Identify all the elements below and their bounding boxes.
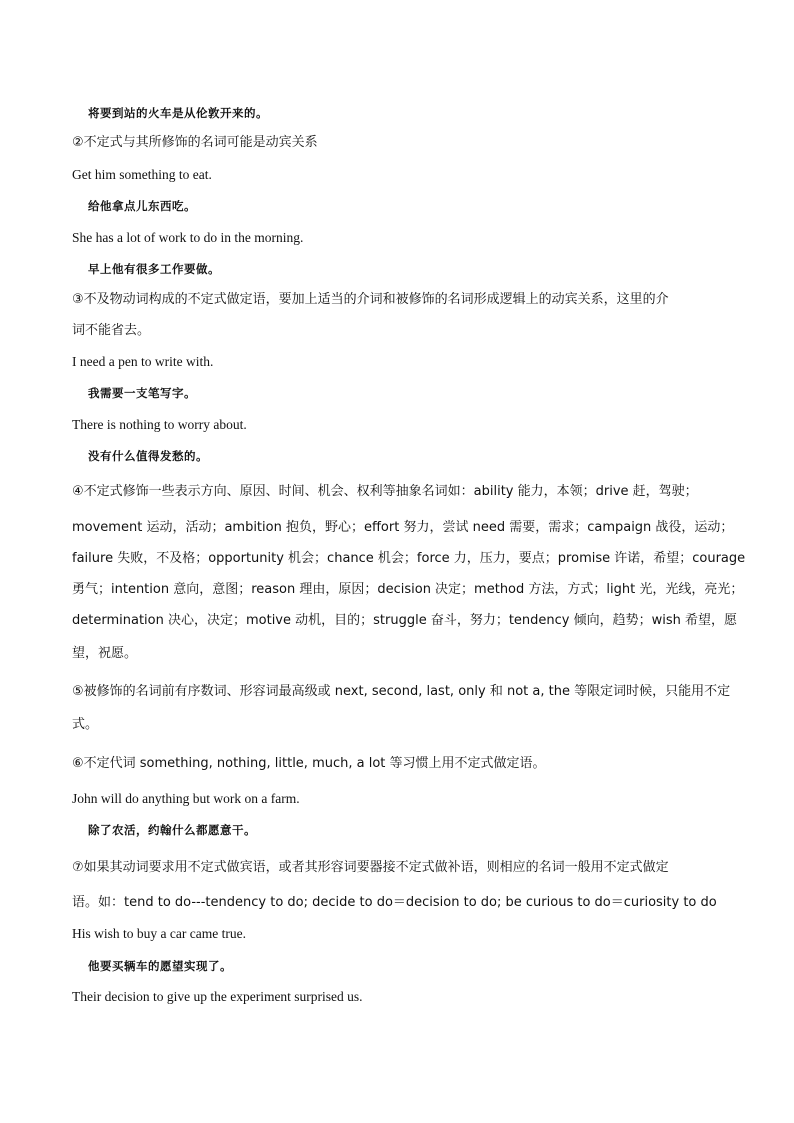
example-sentence: Their decision to give up the experiment surprised us. (72, 989, 363, 1004)
example-sentence: Get him something to eat. (72, 167, 212, 182)
translation-line: 没有什么值得发愁的。 (88, 449, 208, 463)
example-sentence: His wish to buy a car came true. (72, 926, 246, 941)
rule-heading-7: ⑦如果其动词要求用不定式做宾语，或者其形容词要器接不定式做补语，则相应的名词一般用不定式做定 (72, 860, 669, 875)
rule-heading-7-cont: 语。如：tend to do---tendency to do; decide to do＝decision to do; be curious to do＝curiosity to do (72, 895, 717, 910)
rule-body-4: movement 运动，活动；ambition 抱负，野心；effort 努力，尝试 need 需要，需求；campaign 战役，运动； (72, 520, 734, 535)
rule-heading-2: ②不定式与其所修饰的名词可能是动宾关系 (72, 135, 318, 150)
rule-heading-3: ③不及物动词构成的不定式做定语，要加上适当的介词和被修饰的名词形成逻辑上的动宾关系，这里的介 (72, 292, 669, 307)
rule-heading-3-cont: 词不能省去。 (72, 323, 151, 338)
translation-line: 我需要一支笔写字。 (88, 386, 196, 400)
rule-heading-4: ④不定式修饰一些表示方向、原因、时间、机会、权利等抽象名词如：ability 能力，本领；drive 赶，驾驶； (72, 484, 698, 499)
rule-heading-5: ⑤被修饰的名词前有序数词、形容词最高级或 next, second, last, only 和 not a, the 等限定词时候，只能用不定 (72, 684, 731, 699)
rule-heading-5-cont: 式。 (72, 717, 99, 732)
translation-line: 给他拿点儿东西吃。 (88, 199, 196, 213)
rule-body-4: failure 失败，不及格；opportunity 机会；chance 机会；force 力，压力，要点；promise 许诺，希望；courage (72, 551, 746, 566)
rule-body-4: 勇气；intention 意向，意图；reason 理由，原因；decision 决定；method 方法，方式；light 光，光线，亮光； (72, 582, 744, 597)
rule-heading-6: ⑥不定代词 something, nothing, little, much, a lot 等习惯上用不定式做定语。 (72, 756, 546, 771)
translation-line: 除了农活，约翰什么都愿意干。 (88, 823, 256, 837)
rule-body-4: determination 决心，决定；motive 动机，目的；struggle 奋斗，努力；tendency 倾向，趋势；wish 希望，愿 (72, 613, 738, 628)
rule-body-4: 望，祝愿。 (72, 646, 138, 661)
translation-line: 他要买辆车的愿望实现了。 (88, 959, 232, 973)
translation-line: 将要到站的火车是从伦敦开来的。 (88, 106, 268, 120)
example-sentence: John will do anything but work on a farm. (72, 791, 300, 806)
translation-line: 早上他有很多工作要做。 (88, 262, 220, 276)
example-sentence: She has a lot of work to do in the morning. (72, 230, 304, 245)
example-sentence: There is nothing to worry about. (72, 417, 247, 432)
example-sentence: I need a pen to write with. (72, 354, 214, 369)
